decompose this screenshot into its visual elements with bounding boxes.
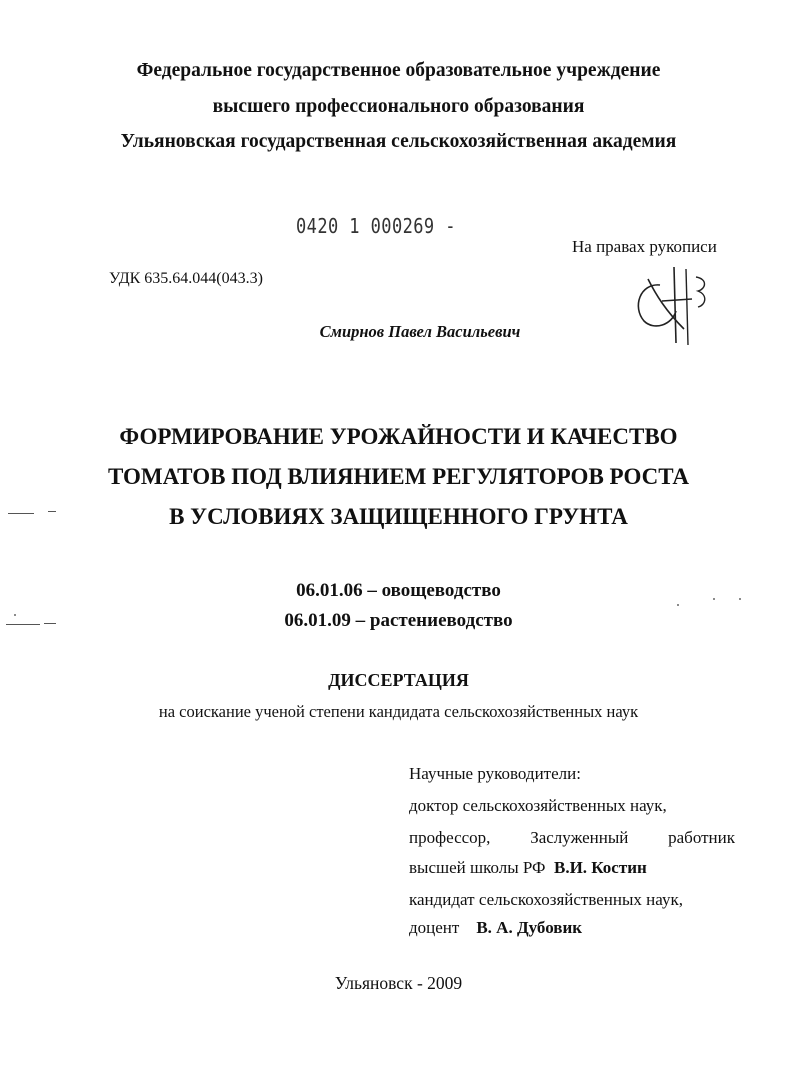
institution-line-2: высшего профессионального образования bbox=[212, 96, 585, 117]
supervisor-2-rank: доцент bbox=[409, 918, 460, 937]
supervisor-1-title-word: Заслуженный bbox=[530, 828, 629, 847]
supervisor-1-title bbox=[409, 828, 735, 848]
scan-artifact bbox=[8, 513, 34, 514]
author-name: Смирнов Павел Васильевич bbox=[319, 322, 521, 341]
scan-artifact bbox=[14, 614, 16, 616]
supervisor-2-name: В. А. Дубовик bbox=[476, 918, 583, 937]
manuscript-rights-label: На правах рукописи bbox=[572, 237, 717, 256]
udk-code: УДК 635.64.044(043.3) bbox=[109, 270, 263, 287]
specialty-2: 06.01.09 – растениеводство bbox=[284, 610, 513, 631]
scan-artifact bbox=[44, 623, 56, 624]
supervisor-1-degree: доктор сельскохозяйственных наук, bbox=[409, 796, 667, 815]
scan-artifact bbox=[677, 604, 679, 606]
supervisor-1-title-word: работник bbox=[668, 828, 735, 847]
institution-line-3: Ульяновская государственная сельскохозяйственная академия bbox=[120, 131, 677, 152]
supervisor-1-name: В.И. Костин bbox=[554, 858, 647, 877]
supervisor-1-line bbox=[409, 858, 647, 878]
supervisor-1-school: высшей школы РФ bbox=[409, 858, 546, 877]
dissertation-title-line-2: ТОМАТОВ ПОД ВЛИЯНИЕМ РЕГУЛЯТОРОВ РОСТА bbox=[107, 464, 690, 489]
dissertation-title-line-1: ФОРМИРОВАНИЕ УРОЖАЙНОСТИ И КАЧЕСТВО bbox=[119, 424, 678, 449]
dissertation-title-line-3: В УСЛОВИЯХ ЗАЩИЩЕННОГО ГРУНТА bbox=[169, 504, 628, 529]
institution-line-1: Федеральное государственное образовательное учреждение bbox=[136, 60, 661, 81]
supervisor-2-line bbox=[409, 918, 582, 938]
document-type: ДИССЕРТАЦИЯ bbox=[328, 670, 469, 690]
degree-line: на соискание ученой степени кандидата сельскохозяйственных наук bbox=[158, 702, 639, 721]
city-year: Ульяновск - 2009 bbox=[334, 973, 463, 993]
scan-artifact bbox=[713, 598, 715, 600]
supervisor-2-degree: кандидат сельскохозяйственных наук, bbox=[409, 890, 683, 909]
scan-artifact bbox=[48, 511, 56, 512]
supervisor-1-title-word: профессор, bbox=[409, 828, 491, 847]
archive-number-stamp: 0420 1 000269 - bbox=[296, 214, 456, 238]
scan-artifact bbox=[6, 624, 40, 625]
specialty-1: 06.01.06 – овощеводство bbox=[296, 580, 501, 601]
supervisors-heading: Научные руководители: bbox=[409, 764, 581, 783]
scan-artifact bbox=[739, 598, 741, 600]
